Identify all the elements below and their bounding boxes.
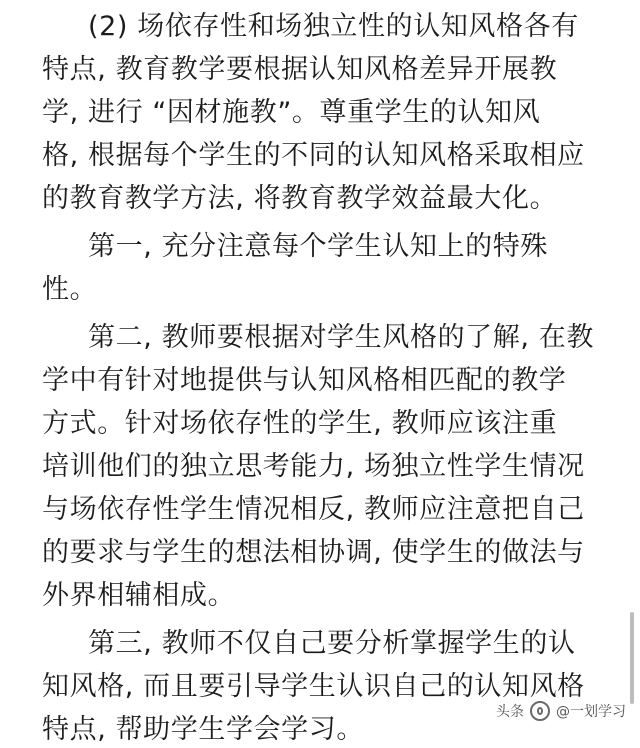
text-line: 特点, 帮助学生学会学习。 [42, 714, 364, 745]
toutiao-logo-icon [530, 701, 550, 721]
text-line: 的教育教学方法, 将教育教学效益最大化。 [42, 183, 558, 214]
text-line: 学中有针对地提供与认知风格相匹配的教学 [42, 365, 567, 396]
text-line: 外界相辅相成。 [42, 580, 236, 611]
text-line: 方式。针对场依存性的学生, 教师应该注重 [42, 408, 558, 439]
text-line: 知风格, 而且要引导学生认识自己的认知风格 [42, 671, 585, 702]
text-line: 培训他们的独立思考能力, 场独立性学生情况 [42, 451, 585, 482]
watermark-source: 头条 [496, 704, 524, 720]
text-line: 的要求与学生的想法相协调, 使学生的做法与 [42, 537, 585, 568]
text-line: 与场依存性学生情况相反, 教师应注意把自己 [42, 494, 585, 525]
watermark-author: @一划学习 [556, 704, 626, 720]
text-line: 特点, 教育教学要根据认知风格差异开展教 [42, 54, 558, 85]
text-line: 格, 根据每个学生的不同的认知风格采取相应 [42, 140, 585, 171]
scrollbar[interactable] [630, 612, 634, 704]
text-line: 第三, 教师不仅自己要分析掌握学生的认 [88, 628, 576, 659]
text-line: 性。 [42, 274, 98, 305]
text-line: 学, 进行 “因材施教”。尊重学生的认知风 [42, 97, 541, 128]
text-line: 第一, 充分注意每个学生认知上的特殊 [88, 231, 548, 262]
text-line: 第二, 教师要根据对学生风格的了解, 在教 [88, 322, 594, 353]
watermark [496, 701, 626, 721]
text-line: (2) 场依存性和场独立性的认知风格各有 [88, 11, 579, 42]
